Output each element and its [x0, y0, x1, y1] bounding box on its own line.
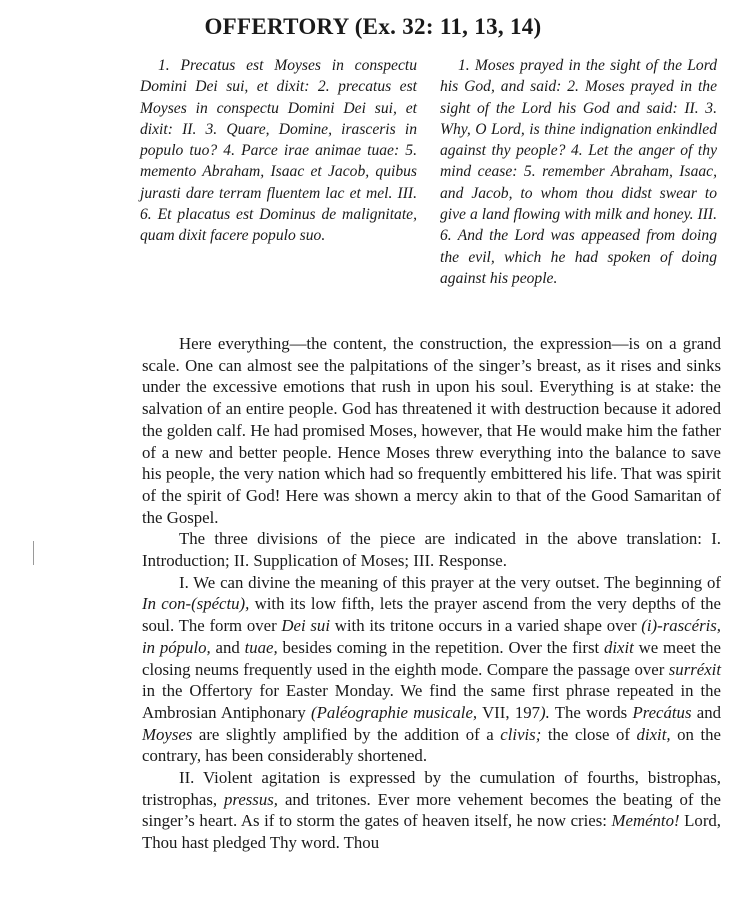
commentary	[142, 333, 721, 854]
paragraph-2: The three divisions of the piece are indicated in the above translation: I. Introduction; II. Supplication of Moses; III. Response.	[142, 529, 721, 571]
latin-text-column	[140, 55, 417, 247]
paragraph-3: I. We can divine the meaning of this prayer at the very outset. The beginning of In con-(spéctu), with its low fifth, lets the prayer ascend from the very depths of the soul. The form over Dei sui with its tritone occurs in a varied shape over (i)-rascéris, in pópulo, and tuae, besides coming in the repetition. Over the first dixit we meet the closing neums frequently used in the eighth mode. Compare the passage over surréxit in the Offertory for Easter Monday. We find the same first phrase repeated in the Ambrosian Antiphonary (Paléographie musicale, VII, 197). The words Precátus and Moyses are slightly amplified by the addition of a clivis; the close of dixit, on the contrary, has been considerably shortened.	[142, 572, 721, 766]
paragraph-4: II. Violent agitation is expressed by the cumulation of fourths, bistrophas, tristrophas, pressus, and tritones. Ever more vehement becomes the beating of the singer’s heart. As if to storm the gates of heaven itself, he now cries: Meménto! Lord, Thou hast pledged Thy word. Thou	[142, 768, 721, 853]
margin-mark	[33, 541, 34, 565]
english-translation: 1. Moses prayed in the sight of the Lord his God, and said: 2. Moses prayed in the sight of the Lord his God and said: II. 3. Why, O Lord, is thine indignation enkindled against thy people? 4. Let the anger of thy mind cease: 5. remember Abraham, Isaac, and Jacob, to whom thou didst swear to give a land flowing with milk and honey. III. 6. And the Lord was appeased from doing the evil, which he had spoken of doing against his people.	[440, 57, 717, 287]
page-title: OFFERTORY (Ex. 32: 11, 13, 14)	[204, 14, 542, 39]
english-translation-column	[440, 55, 717, 289]
latin-text: 1. Precatus est Moyses in conspectu Domini Dei sui, et dixit: 2. precatus est Moyses in conspectu Domini Dei sui, et dixit: II. 3. Quare, Domine, irasceris in populo tuo? 4. Parce irae animae tuae: 5. memento Abraham, Isaac et Jacob, quibus jurasti dare terram fluentem lac et mel. III. 6. Et placatus est Dominus de malignitate, quam dixit facere populo suo.	[140, 57, 417, 245]
paragraph-1: Here everything—the content, the construction, the expression—is on a grand scale. One can almost see the palpitations of the singer’s breast, as it rises and sinks under the excessive emotions that rush in upon his soul. Everything is at stake: the salvation of an entire people. God has threatened it with destruction because it adored the golden calf. He had promised Moses, however, that He would make him the father of a new and better people. Hence Moses threw everything into the balance to save his people, the very nation which had so frequently embittered his life. That was spirit of the spirit of God! Here was shown a mercy akin to that of the Good Samaritan of the Gospel.	[142, 334, 721, 527]
